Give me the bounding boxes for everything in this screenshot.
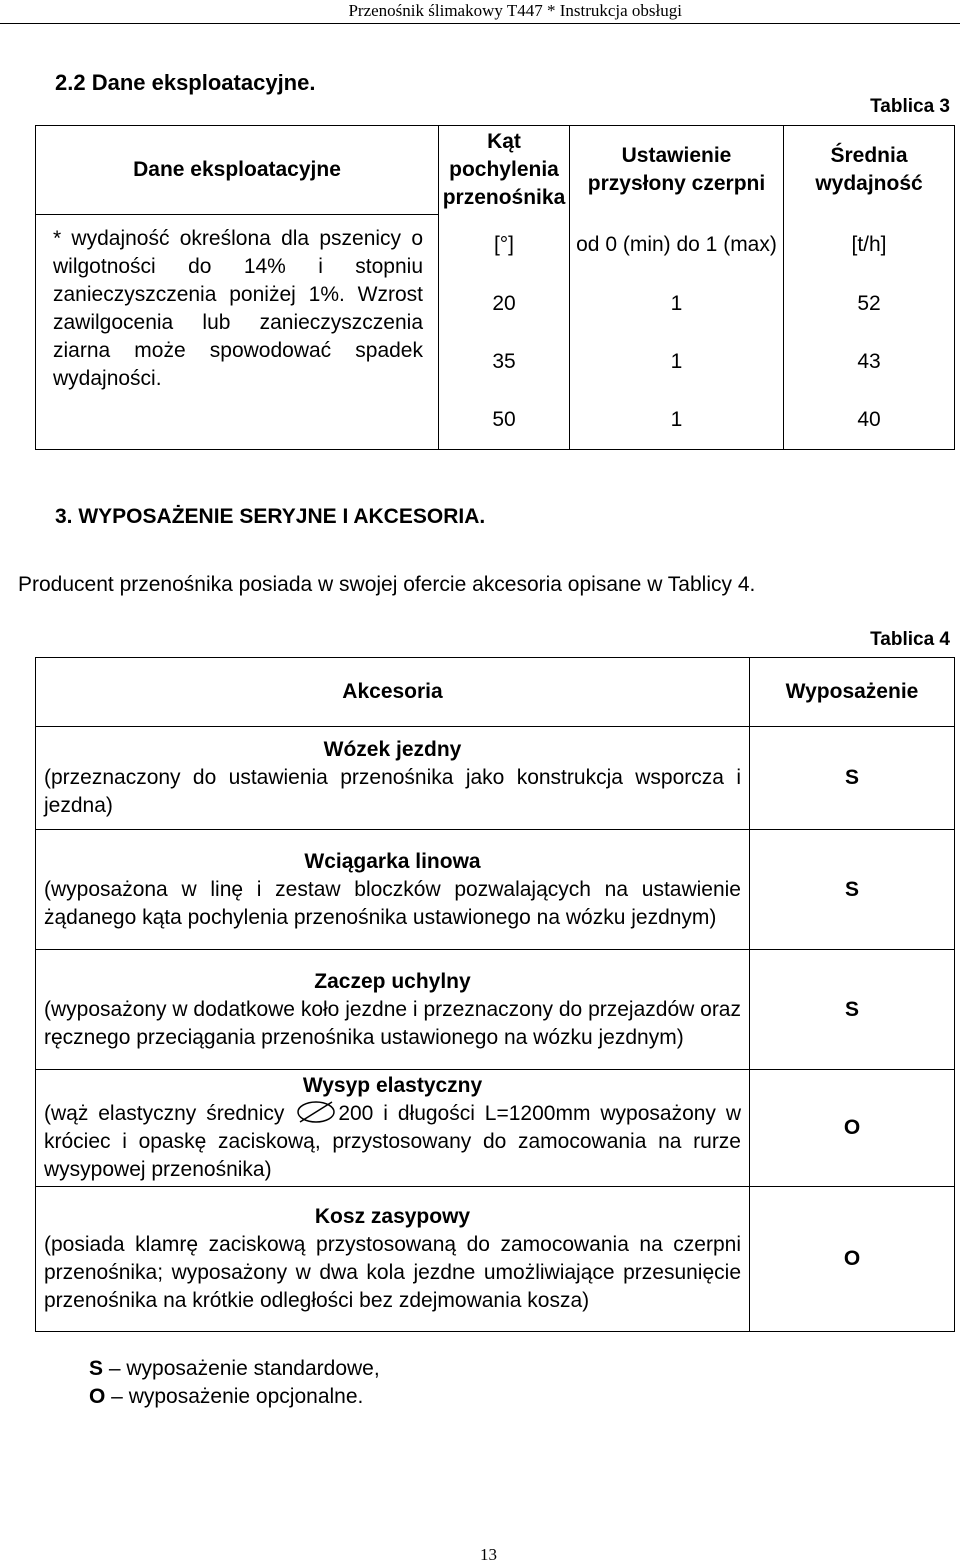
equipment-legend	[89, 1355, 380, 1411]
header-rule	[0, 23, 960, 24]
legend-item	[89, 1355, 380, 1383]
table3-cell: 20	[439, 275, 570, 333]
legend-text: – wyposażenie standardowe,	[103, 1357, 380, 1380]
accessory-description: (posiada klamrę zaciskową przystosowaną do zamocowania na czerpni przenośnika; wyposażony w dwa kola jezdne umożliwiające przesunięcie przenośnika na krótkie odległości bez zdejmowania kosza)	[44, 1233, 741, 1312]
table3-unit-capacity: [t/h]	[784, 215, 955, 275]
accessory-description: (wyposażona w linę i zestaw bloczków pozwalających na ustawienie żądanego kąta pochylenia przenośnika ustawionego na wózku jezdnym)	[44, 877, 741, 929]
table-row	[36, 1187, 955, 1332]
accessory-description-part: 200 i długości L=1200mm wyposażony w króciec i opaskę zaciskową, przystosowany do zamocowania na rurze wysypowej przenośnika)	[44, 1102, 742, 1181]
equipment-code: O	[750, 1070, 955, 1187]
accessory-cell	[36, 1187, 750, 1332]
table3-unit-shutter: od 0 (min) do 1 (max)	[570, 215, 784, 275]
legend-text: – wyposażenie opcjonalne.	[105, 1385, 364, 1408]
table3-col-header-shutter: Ustawienie przysłony czerpni	[570, 126, 784, 215]
table3-left-header: Dane eksploatacyjne	[36, 126, 439, 215]
page-header	[0, 0, 960, 25]
accessory-cell	[36, 727, 750, 830]
table3-cell: 40	[784, 391, 955, 450]
table4-caption: Tablica 4	[870, 629, 950, 650]
table3-cell: 43	[784, 333, 955, 391]
accessory-cell	[36, 1070, 750, 1187]
table3-caption: Tablica 3	[870, 96, 950, 117]
table-row	[36, 1070, 955, 1187]
table3-operating-data	[35, 125, 955, 450]
table-row	[36, 727, 955, 830]
accessory-name: Kosz zasypowy	[314, 1205, 471, 1228]
table4-header-accessories: Akcesoria	[36, 658, 750, 727]
equipment-code: O	[750, 1187, 955, 1332]
accessory-name: Wysyp elastyczny	[302, 1074, 483, 1097]
accessory-description	[44, 1100, 741, 1184]
legend-item	[89, 1383, 380, 1411]
page-number: 13	[480, 1545, 497, 1564]
table3-col-header-capacity: Średnia wydajność	[784, 126, 955, 215]
diameter-icon	[294, 1100, 338, 1124]
accessory-name: Wózek jezdny	[323, 738, 462, 761]
section-heading-3: 3. WYPOSAŻENIE SERYJNE I AKCESORIA.	[55, 505, 486, 528]
accessory-description: (przeznaczony do ustawienia przenośnika jako konstrukcja wsporcza i jezdna)	[44, 766, 741, 817]
table3-col-header-angle: Kąt pochylenia przenośnika	[439, 126, 570, 215]
accessory-cell	[36, 830, 750, 950]
document-title: Przenośnik ślimakowy T447 * Instrukcja obsługi	[348, 1, 682, 20]
table-row	[36, 830, 955, 950]
table4-accessories	[35, 657, 955, 1332]
table3-cell: 50	[439, 391, 570, 450]
table3-cell: 52	[784, 275, 955, 333]
table4-header-equipment: Wyposażenie	[750, 658, 955, 727]
legend-key: O	[89, 1385, 106, 1408]
table3-cell: 35	[439, 333, 570, 391]
accessory-description-part: (wąż elastyczny średnicy	[44, 1102, 285, 1125]
equipment-code: S	[750, 950, 955, 1070]
accessory-name: Zaczep uchylny	[314, 969, 471, 993]
accessory-name: Wciągarka linowa	[304, 849, 481, 873]
accessory-cell	[36, 950, 750, 1070]
table3-cell: 1	[570, 391, 784, 450]
legend-key: S	[89, 1357, 104, 1380]
section-heading-2-2: 2.2 Dane eksploatacyjne.	[55, 70, 316, 95]
table3-cell: 1	[570, 333, 784, 391]
table-row	[36, 950, 955, 1070]
table3-unit-angle: [°]	[439, 215, 570, 275]
table3-cell: 1	[570, 275, 784, 333]
accessory-description: (wyposażony w dodatkowe koło jezdne i przeznaczony do przejazdów oraz ręcznego przeciągania przenośnika ustawionego na wózku jezdnym)	[44, 997, 741, 1049]
section-3-intro: Producent przenośnika posiada w swojej ofercie akcesoria opisane w Tablicy 4.	[18, 573, 756, 596]
equipment-code: S	[750, 830, 955, 950]
equipment-code: S	[750, 727, 955, 830]
table3-capacity-note: * wydajność określona dla pszenicy o wilgotności do 14% i stopniu zanieczyszczenia poniżej 1%. Wzrost zawilgocenia lub zanieczyszczenia ziarna może spowodować spadek wydajności.	[36, 215, 439, 450]
